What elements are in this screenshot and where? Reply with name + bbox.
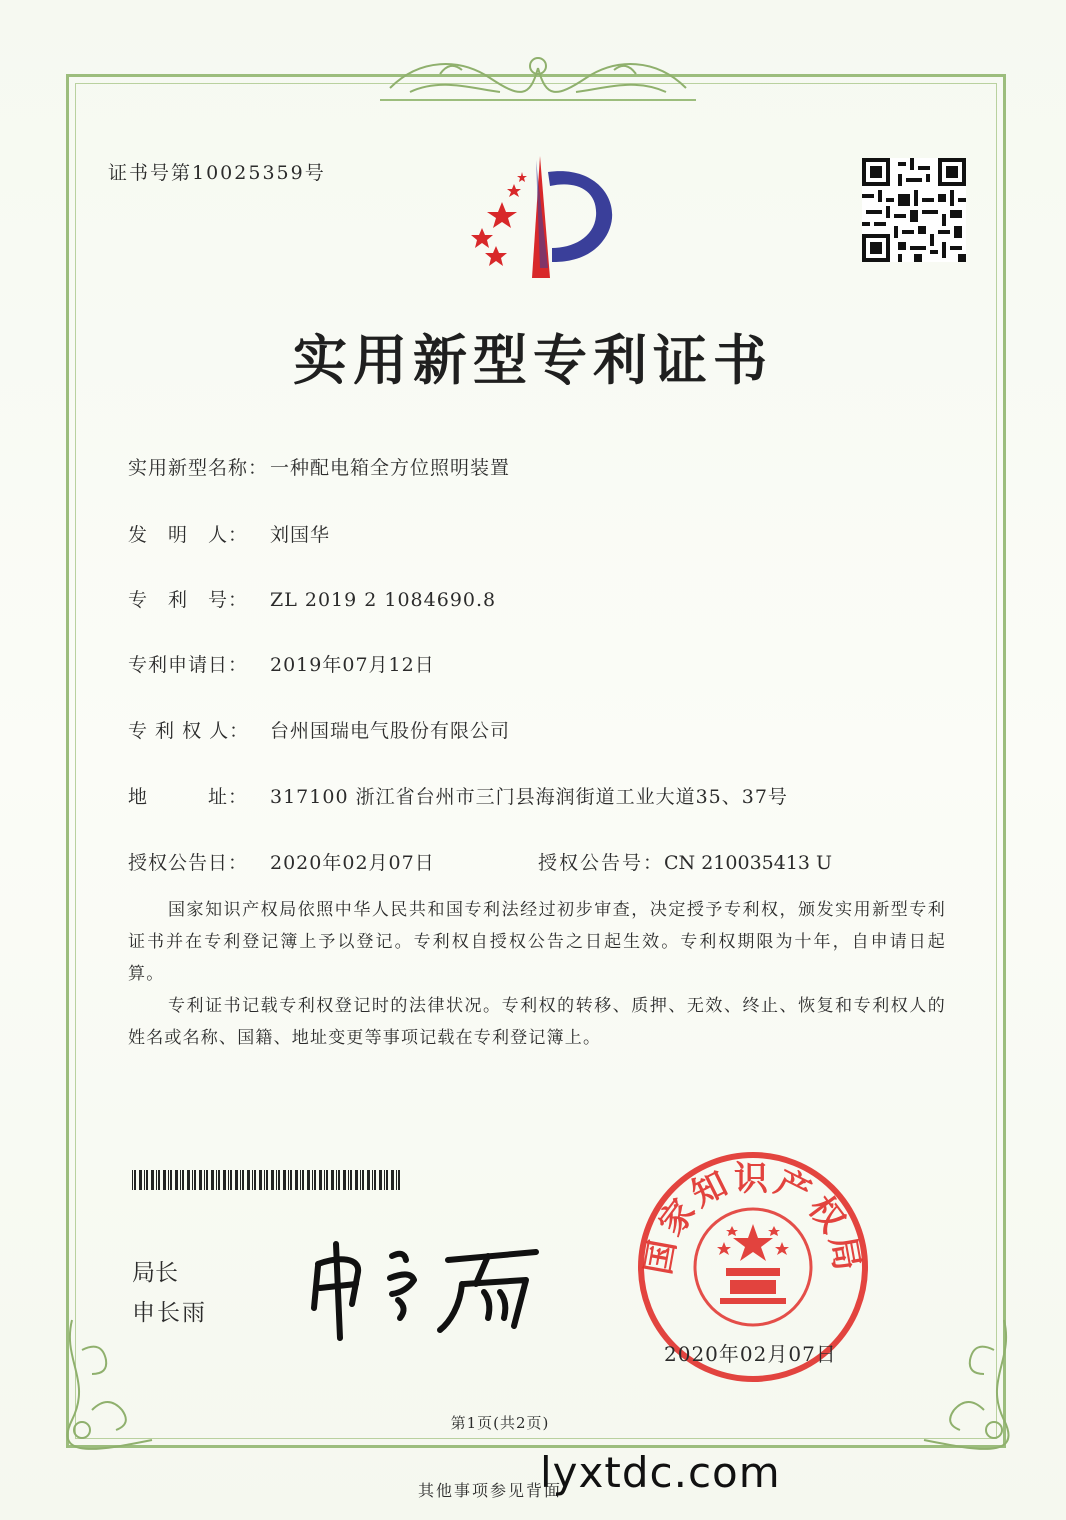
corner-ornament-icon [904, 1310, 1024, 1460]
field-application-date [128, 650, 435, 677]
field-address [128, 782, 788, 809]
signatory-title: 局长 [132, 1260, 178, 1286]
field-label: 专利申请日： [128, 654, 249, 676]
field-patent-number [128, 585, 496, 612]
field-label: 发 明 人： [128, 524, 249, 546]
body-paragraph: 专利证书记载专利权登记时的法律状况。专利权的转移、质押、无效、终止、恢复和专利权人的姓名或名称、国籍、地址变更等事项记载在专利登记簿上。 [128, 996, 946, 1048]
field-utility-model-name [128, 453, 510, 480]
field-value: 台州国瑞电气股份有限公司 [270, 720, 511, 742]
top-ornament-icon [380, 48, 696, 102]
signatory-name: 申长雨 [132, 1300, 207, 1326]
certificate-number: 证书号第10025359号 [108, 162, 326, 184]
svg-text:国家知识产权局 [638, 1159, 867, 1278]
body-paragraph: 国家知识产权局依照中华人民共和国专利法经过初步审查，决定授予专利权，颁发实用新型专利证书并在专利登记簿上予以登记。专利权自授权公告之日起生效。专利权期限为十年，自申请日起算。 [128, 900, 946, 984]
corner-ornament-icon [52, 1310, 172, 1460]
field-value: 317100 浙江省台州市三门县海润街道工业大道35、37号 [270, 786, 788, 808]
field-label: 授权公告号： [538, 852, 665, 874]
field-patentee [128, 716, 510, 743]
seal-date: 2020年02月07日 [664, 1342, 837, 1366]
certificate-title: 实用新型专利证书 [293, 328, 773, 392]
field-value: 刘国华 [270, 524, 331, 546]
barcode-icon [132, 1170, 404, 1190]
field-grant-announcement-number [538, 848, 832, 875]
field-value: CN 210035413 U [664, 852, 833, 874]
field-value: 2020年02月07日 [270, 852, 435, 874]
field-inventor [128, 520, 330, 547]
seal-text: 国家知识产权局 [638, 1158, 868, 1278]
field-label: 地 址： [128, 786, 249, 808]
field-value: 2019年07月12日 [270, 654, 435, 676]
field-grant-announcement-date [128, 848, 435, 875]
field-label: 实用新型名称： [128, 457, 269, 479]
field-label: 授权公告日： [128, 852, 249, 874]
qr-code-icon [862, 158, 966, 262]
field-label: 专 利 权 人： [128, 720, 250, 742]
footer-note: 其他事项参见背面 [418, 1481, 563, 1500]
field-value: ZL 2019 2 1084690.8 [270, 589, 497, 611]
field-label: 专 利 号： [128, 589, 249, 611]
patent-office-logo-icon [452, 150, 622, 280]
field-value: 一种配电箱全方位照明装置 [270, 457, 511, 479]
page-number: 第1页(共2页) [450, 1414, 550, 1432]
handwritten-signature-icon [300, 1226, 550, 1344]
watermark-text: lyxtdc.com [540, 1448, 781, 1497]
